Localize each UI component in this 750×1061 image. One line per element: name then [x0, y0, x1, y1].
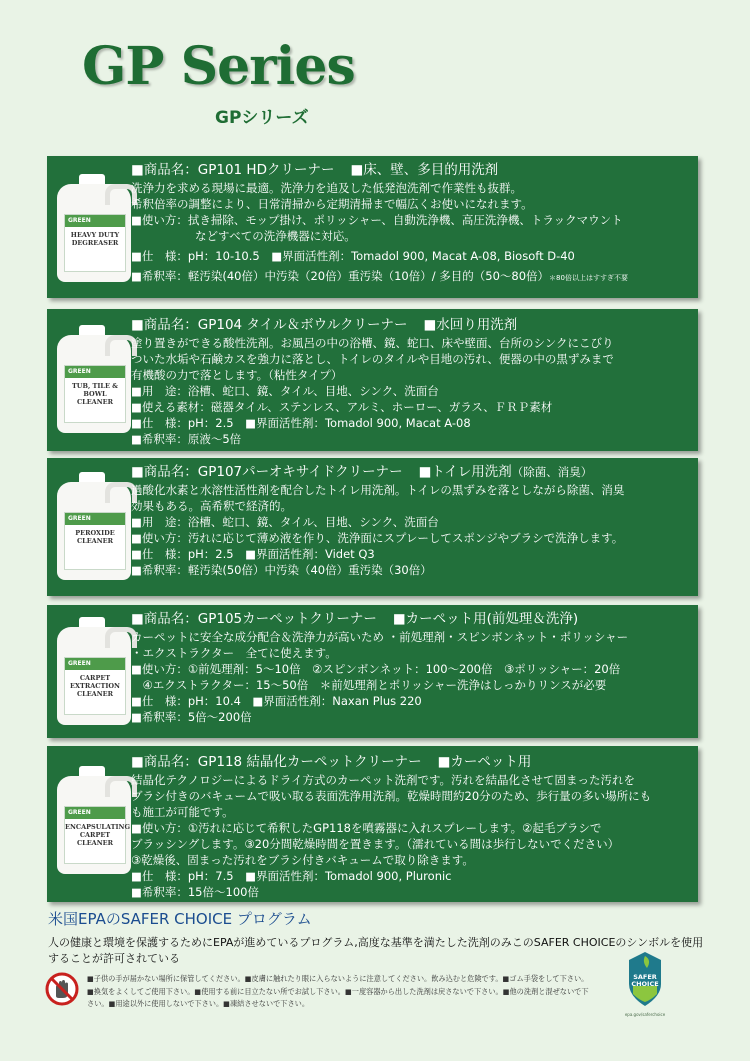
product-bottle-image [57, 325, 131, 433]
logo-line: CHOICE [631, 980, 659, 988]
product-details [131, 462, 690, 578]
product-details [131, 315, 690, 447]
product-line: ■仕 様：pH：10.4 ■界面活性剤：Naxan Plus 220 [131, 694, 422, 708]
warning-line: ■換気をよくしてご使用下さい。■使用する前に目立たない所でお試し下さい。■一度容器から出した洗剤は戻さないで下さい。■他の洗剤と混ぜないで下 [87, 986, 589, 996]
bottle-label: HEAVY DUTY DEGREASER [70, 231, 120, 247]
product-line: ■使える素材：磁器タイル、ステンレス、アルミ、ホーロー、ガラス、ＦＲＰ素材 [131, 400, 553, 414]
product-line: ■希釈率：原液～5倍 [131, 432, 242, 446]
product-category-note: （除菌、消臭） [511, 465, 593, 479]
product-line: ■用 途：浴槽、蛇口、鏡、タイル、目地、シンク、洗面台 [131, 384, 439, 398]
safer-choice-logo-text [625, 974, 665, 988]
product-name: ■商品名：GP105カーペットクリーナー [131, 611, 377, 627]
product-line: ■使い方：拭き掃除、モップ掛け、ポリッシャー、自動洗浄機、高圧洗浄機、トラックマウント [131, 213, 623, 227]
product-line: ブラシ付きのバキュームで吸い取る表面洗浄用洗剤。乾燥時間約20分のため、歩行量の多い場所にも [131, 789, 652, 803]
product-line: 結晶化テクノロジーによるドライ方式のカーペット洗剤です。汚れを結晶化させて固まった汚れを [131, 773, 636, 787]
brand-logo: GREEN [65, 807, 125, 819]
product-line: ■仕 様：pH：10-10.5 ■界面活性剤：Tomadol 900, Macat A-08, Biosoft D-40 [131, 249, 575, 263]
product-line: 希釈倍率の調整により、日常清掃から定期清掃まで幅広くお使いになれます。 [131, 197, 533, 211]
epa-section-title: 米国EPAのSAFER CHOICE プログラム [48, 910, 312, 928]
bottle-label: PEROXIDE CLEANER [75, 529, 115, 545]
product-line: ついた水垢や石鹸カスを強力に落とし、トイレのタイルや目地の汚れ、便器の中の黒ずみまで [131, 352, 614, 366]
product-line: ■使い方：汚れに応じて薄め液を作り、洗浄面にスプレーしてスポンジやブラシで洗浄します。 [131, 531, 624, 545]
product-name: ■商品名：GP118 結晶化カーペットクリーナー [131, 754, 422, 770]
product-bottle-image [57, 472, 131, 580]
product-line: ④エクストラクター：15～50倍 ＊前処理剤とポリッシャー洗浄はしっかりリンスが必要 [131, 678, 607, 692]
product-line: 洗浄力を求める現場に最適。洗浄力を追及した低発泡洗剤で作業性も抜群。 [131, 181, 522, 195]
product-category: ■カーペット用(前処理＆洗浄) [392, 611, 579, 627]
dilution-note: ＊80倍以上はすすぎ不要 [549, 274, 629, 282]
product-line: などすべての洗浄機器に対応。 [195, 229, 356, 243]
product-line: 塗り置きができる酸性洗剤。お風呂の中の浴槽、鏡、蛇口、床や壁面、台所のシンクにこびり [131, 336, 614, 350]
no-hand-warning-icon [45, 972, 79, 1006]
product-line: ■使い方：①汚れに応じて希釈したGP118を噴霧器に入れスプレーします。②起毛ブラシで [131, 821, 602, 835]
bottle-label: CARPET EXTRACTION CLEANER [70, 674, 120, 698]
warning-line: ■子供の手が届かない場所に保管してください。■皮膚に触れたり眼に入らないように注意してください。飲み込むと危険です。■ゴム手袋をして下さい。 [87, 974, 589, 983]
brand-logo: GREEN [65, 366, 125, 378]
product-line: ■仕 様：pH：2.5 ■界面活性剤：Videt Q3 [131, 547, 375, 561]
product-bottle-image [57, 174, 131, 282]
product-card-gp107 [47, 458, 698, 596]
product-line: ③乾燥後、固まった汚れをブラシ付きバキュームで取り除きます。 [131, 853, 474, 867]
product-line: 過酸化水素と水溶性活性剤を配合したトイレ用洗剤。トイレの黒ずみを落としながら除菌、消臭 [131, 483, 625, 497]
product-line: ■希釈率：5倍～200倍 [131, 710, 252, 724]
logo-line: SAFER [633, 973, 657, 981]
product-line: ■希釈率：軽汚染(40倍）中汚染（20倍）重汚染（10倍）/ 多目的（50～80倍） [131, 269, 550, 283]
product-name: ■商品名：GP104 タイル＆ボウルクリーナー [131, 317, 408, 333]
bottle-label: TUB, TILE & BOWL CLEANER [71, 382, 119, 406]
product-details [131, 160, 690, 286]
warning-line: さい。■用途以外に使用しないで下さい。■凍結させないで下さい。 [87, 999, 310, 1008]
brand-logo: GREEN [65, 513, 125, 525]
product-card-gp101 [47, 156, 698, 298]
product-line: ブラッシングします。③20分間乾燥時間を置きます。（濡れている間は歩行しないでください） [131, 837, 620, 851]
bottle-label: ENCAPSULATING CARPET CLEANER [65, 823, 130, 847]
page-subtitle: GPシリーズ [215, 108, 309, 128]
product-category: ■床、壁、多目的用洗剤 [350, 162, 499, 178]
product-name: ■商品名：GP107パーオキサイドクリーナー [131, 464, 403, 480]
product-line: カーペットに安全な成分配合＆洗浄力が高いため ・前処理剤・スピンボンネット・ポリッシャー [131, 630, 629, 644]
brand-logo: GREEN [65, 215, 125, 227]
product-category: ■水回り用洗剤 [423, 317, 518, 333]
safety-warnings [87, 973, 617, 1011]
product-line: ■仕 様：pH：7.5 ■界面活性剤：Tomadol 900, Pluronic [131, 869, 452, 883]
safer-choice-url: epa.gov/saferchoice [624, 1012, 666, 1017]
product-category: ■カーペット用 [437, 754, 532, 770]
product-name: ■商品名：GP101 HDクリーナー [131, 162, 335, 178]
product-line: ■用 途：浴槽、蛇口、鏡、タイル、目地、シンク、洗面台 [131, 515, 439, 529]
page-title: GP Series [82, 36, 355, 97]
product-card-gp105 [47, 605, 698, 738]
product-line: ・エクストラクター 全てに使えます。 [131, 646, 337, 660]
product-line: も施工が可能です。 [131, 805, 234, 819]
product-bottle-image [57, 766, 131, 874]
product-line: ■仕 様：pH：2.5 ■界面活性剤：Tomadol 900, Macat A-08 [131, 416, 471, 430]
product-category: ■トイレ用洗剤 [418, 464, 512, 480]
product-details [131, 752, 690, 900]
product-line: ■希釈率：軽汚染(50倍）中汚染（40倍）重汚染（30倍） [131, 563, 432, 577]
brand-logo: GREEN [65, 658, 125, 670]
product-line: 効果もある。高希釈で経済的。 [131, 499, 292, 513]
product-line: ■使い方：①前処理剤：5～10倍 ②スピンボンネット：100～200倍 ③ポリッシャー：20倍 [131, 662, 621, 676]
product-card-gp118 [47, 746, 698, 902]
epa-section-description: 人の健康と環境を保護するためにEPAが進めているプログラム,高度な基準を満たした洗剤のみこのSAFER CHOICEのシンボルを使用することが許可されている [48, 936, 704, 965]
product-details [131, 609, 690, 725]
product-line: 有機酸の力で落とします。（粘性タイプ） [131, 368, 343, 382]
product-bottle-image [57, 617, 131, 725]
product-line: ■希釈率：15倍～100倍 [131, 885, 259, 899]
product-card-gp104 [47, 309, 698, 451]
